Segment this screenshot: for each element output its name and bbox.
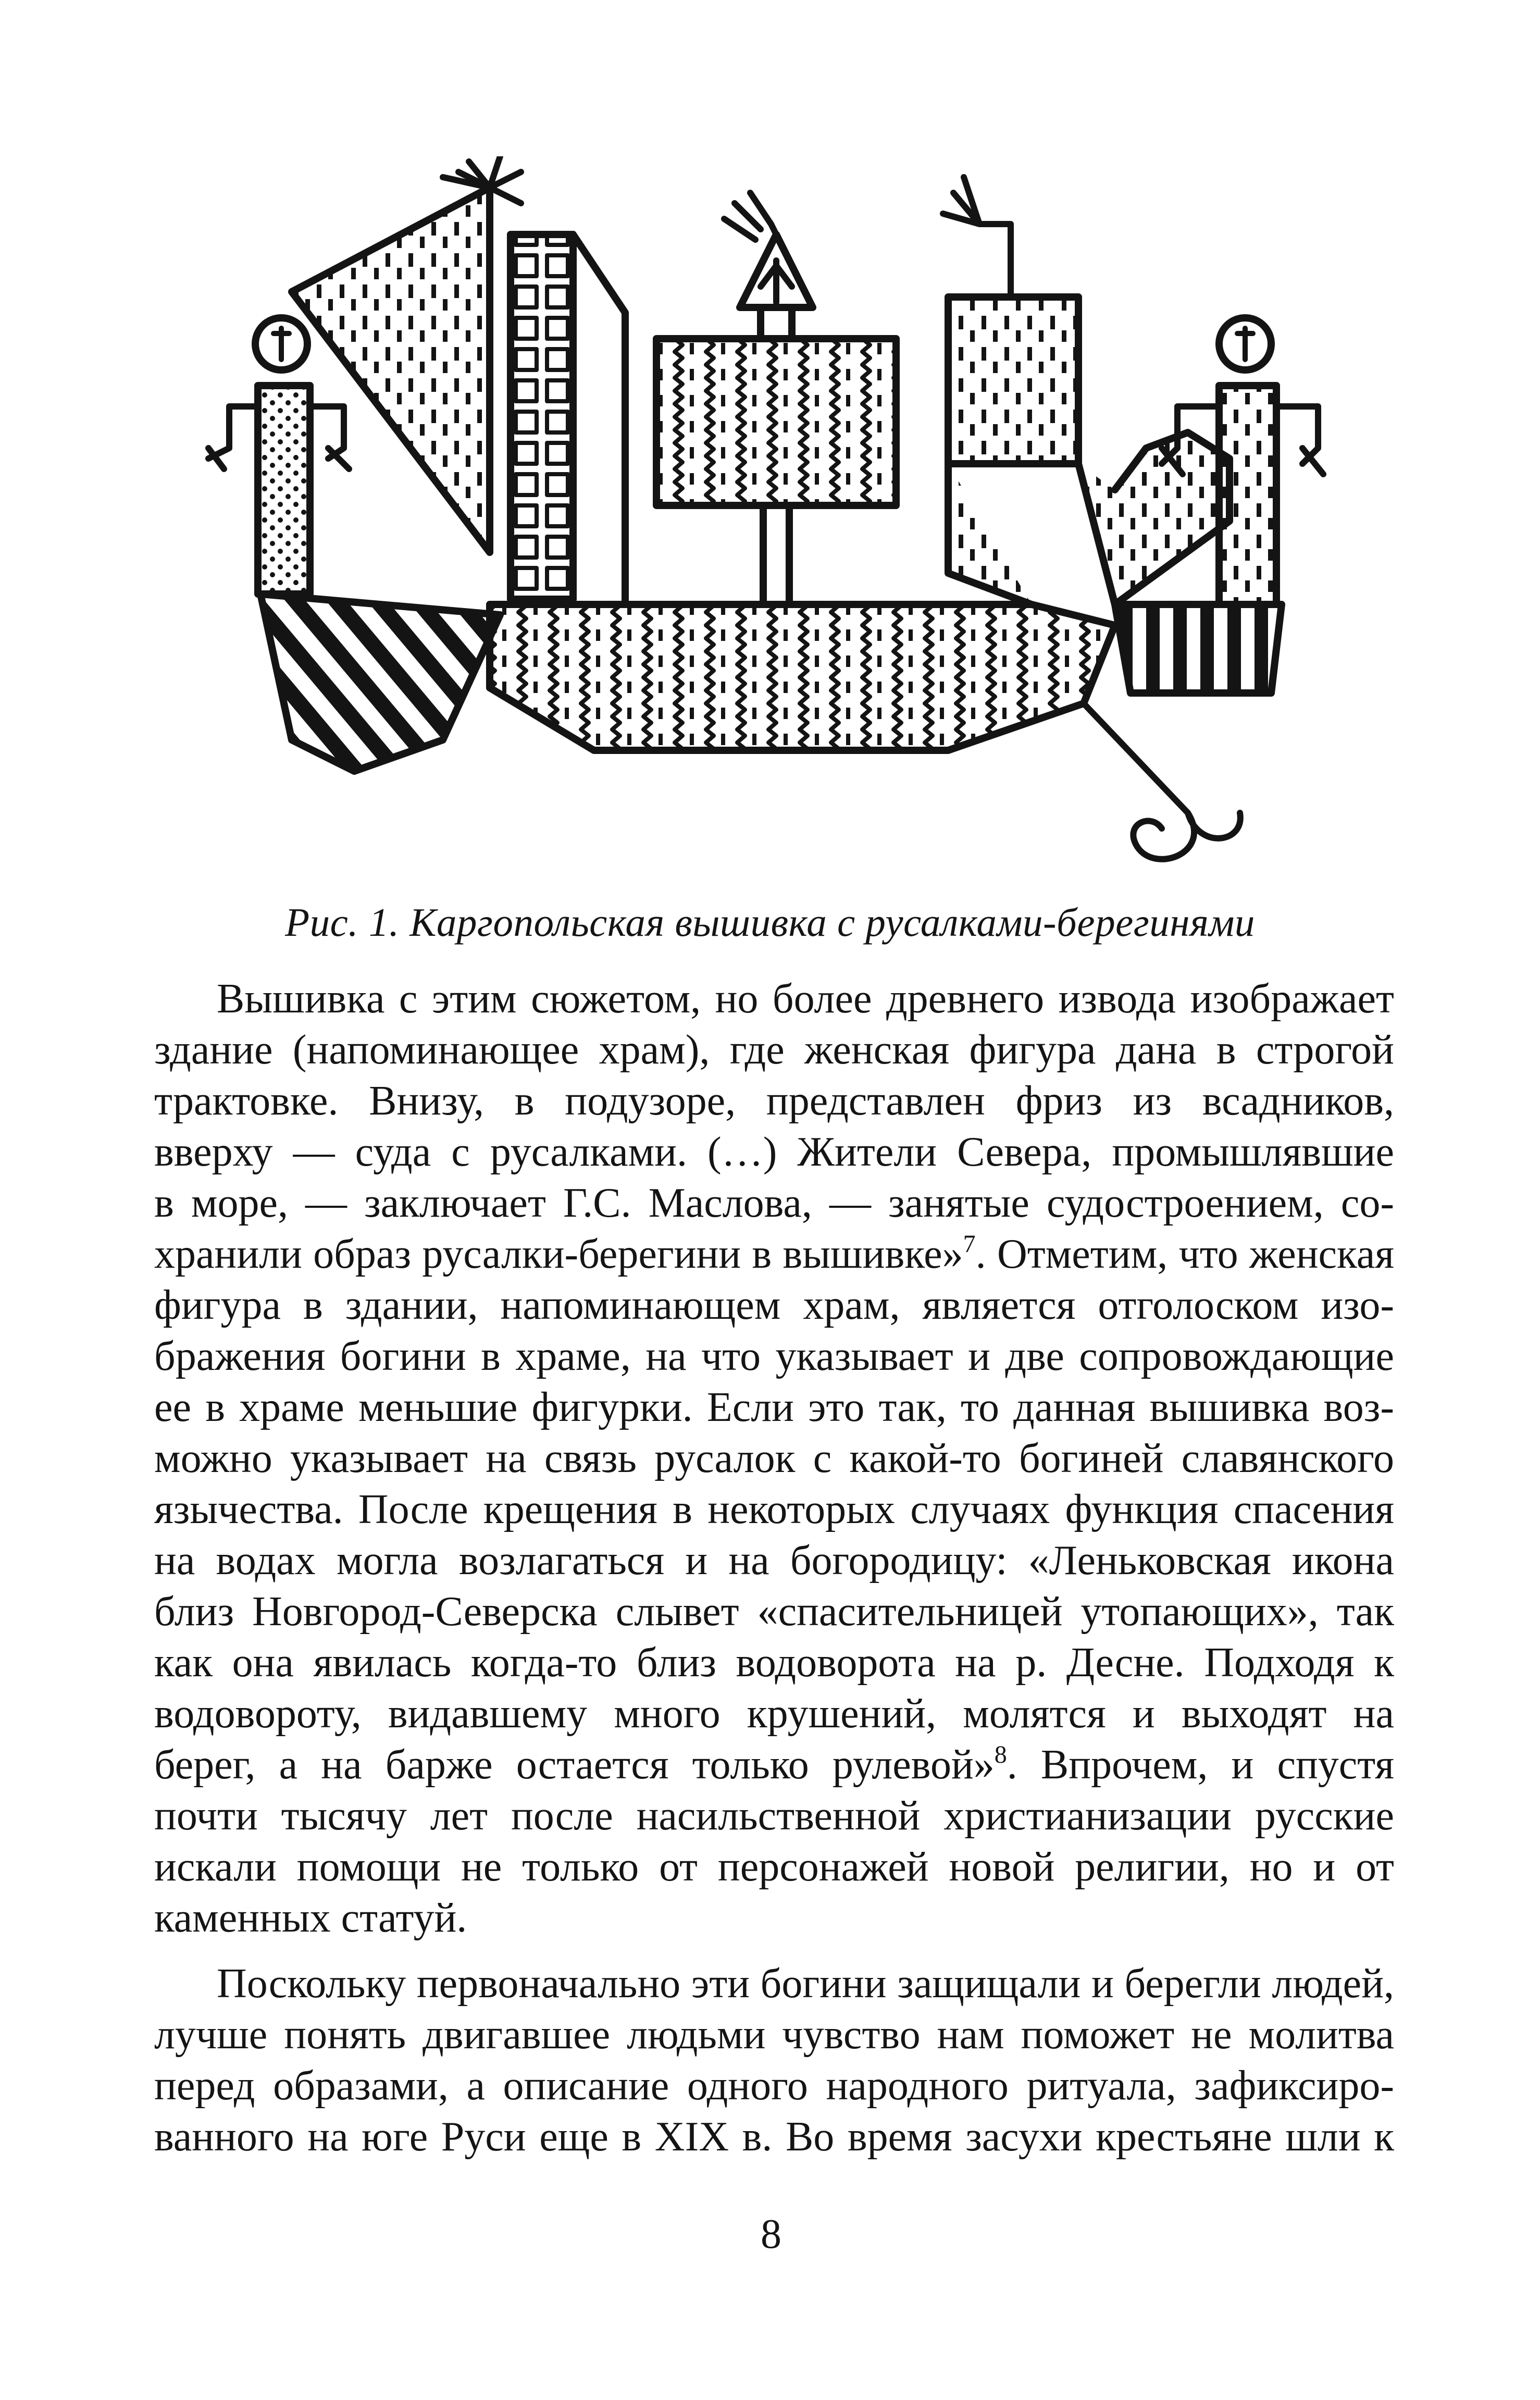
figure-caption: Рис. 1. Каргопольская вышивка с русалками-берегинями [285,900,1255,945]
text-line: на водах могла возлагаться и на богородицу: «Леньковская икона [154,1538,1394,1583]
text-line: лучше понять двигавшее людьми чувство нам поможет не молитва [154,2012,1394,2058]
text-line: трактовке. Внизу, в подузоре, представлен фриз из всадников, [154,1078,1394,1124]
text-line: ее в храме меньшие фигурки. Если это так, то данная вышивка воз- [154,1384,1394,1430]
text-fragment: . Впрочем, и спустя [1007,1742,1394,1788]
text-line: в море, — заключает Г.С. Маслова, — занятые судостроением, со- [154,1180,1394,1226]
text-line: близ Новгород-Северска слывет «спасительницей утопающих», так [154,1589,1394,1635]
ladder-mast [511,234,625,604]
text-line: бражения богини в храме, на что указывает и две сопровождающие [154,1333,1394,1379]
text-fragment: берег, а на барже остается только рулевой» [154,1742,995,1788]
footnote-ref: 7 [963,1230,976,1258]
page-number: 8 [761,2211,781,2257]
text-line: каменных статуй. [154,1895,467,1941]
text-line: Вышивка с этим сюжетом, но более древнего извода изображает [217,976,1394,1022]
text-fragment: хранили образ русалки-берегини в вышивке» [154,1231,963,1277]
text-line: перед образами, а описание одного народного ритуала, зафиксиро- [154,2063,1394,2109]
anchor [1084,703,1240,859]
left-sail [292,156,521,552]
text-line [154,1739,1394,1790]
embroidery-illustration [198,156,1375,886]
text-line: вверху — суда с русалками. (…) Жители Севера, промышлявшие [154,1129,1394,1175]
text-line: искали помощи не только от персонажей новой религии, но и от [154,1844,1394,1890]
text-line [154,1229,1394,1280]
text-line: фигура в здании, напоминающем храм, является отголоском изо- [154,1282,1394,1328]
right-tower [943,177,1229,604]
text-line: как она явилась когда-то близ водоворота на р. Десне. Подходя к [154,1640,1394,1686]
footnote-ref: 8 [994,1741,1007,1768]
central-tower [656,193,896,604]
text-line: ванного на юге Руси еще в XIX в. Во время засухи крестьяне шли к [154,2114,1394,2160]
text-line: Поскольку первоначально эти богини защищали и берегли людей, [217,1961,1394,2007]
body-text [154,973,1394,2162]
text-line: язычества. После крещения в некоторых случаях функция спасения [154,1487,1394,1532]
text-line: здание (напоминающее храм), где женская фигура дана в строгой [154,1027,1394,1073]
ship-hull [490,604,1115,750]
text-fragment: . Отметим, что женская [975,1231,1394,1277]
text-line: водовороту, видавшему много крушений, молятся и выходят на [154,1691,1394,1737]
text-line: можно указывает на связь русалок с какой-то богиней славянского [154,1436,1394,1481]
text-line: почти тысячу лет после насильственной христианизации русские [154,1793,1394,1839]
